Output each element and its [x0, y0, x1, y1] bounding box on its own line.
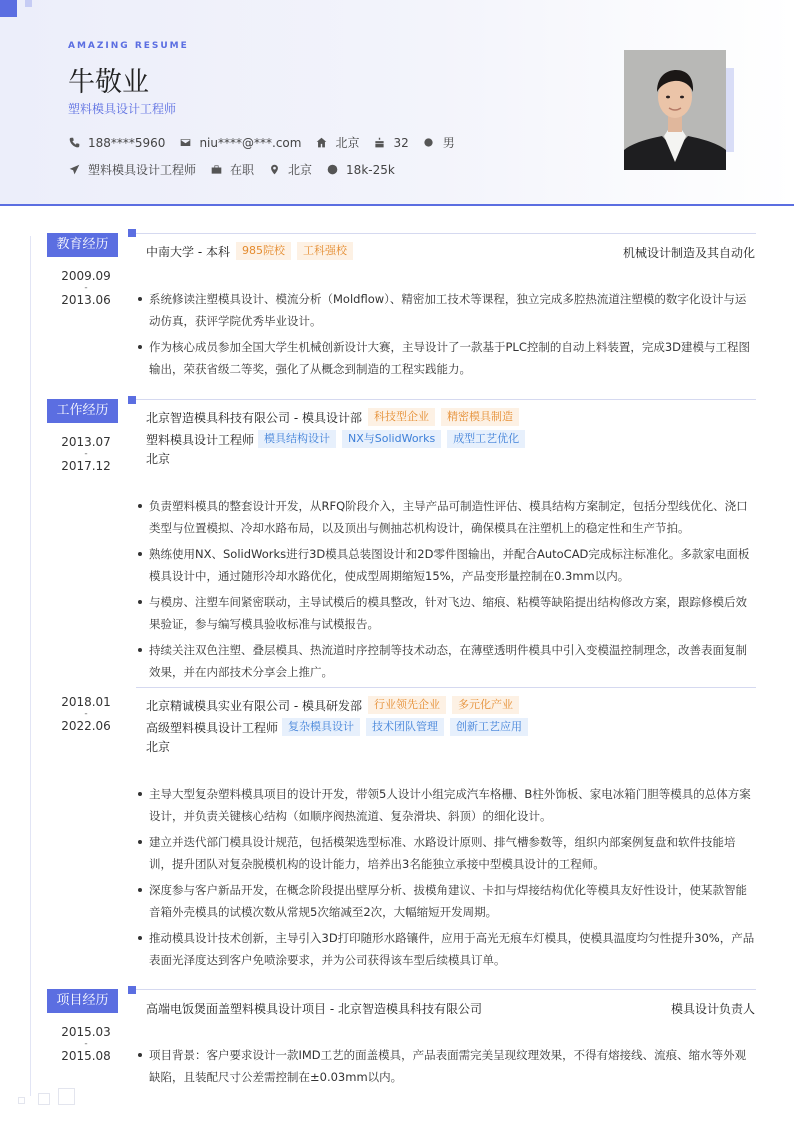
resume-header: [0, 0, 794, 206]
project-name: 高端电饭煲面盖塑料模具设计项目 - 北京智造模具科技有限公司: [146, 1002, 482, 1016]
job-dates: [54, 436, 118, 472]
email-item: [179, 136, 301, 150]
section-marker: [128, 986, 136, 994]
phone-text: 188****5960: [88, 135, 166, 150]
list-item: 与模房、注塑车间紧密联动，主导试模后的模具整改，针对飞边、缩痕、粘模等缺陷提出结构修改方案，跟踪修模后效果验证，参与编写模具验收标准与试模报告。: [138, 591, 756, 635]
list-item: 项目背景：客户要求设计一款IMD工艺的面盖模具，产品表面需完美呈现纹理效果，不得有熔接线、流痕、缩水等外观缺陷，且装配尺寸公差需控制在±0.03mm以内。: [138, 1044, 756, 1088]
phone-icon: [68, 137, 80, 149]
skill-tag: NX与SolidWorks: [342, 430, 441, 448]
phone-item: [68, 136, 165, 150]
job-start: 2018.01: [61, 695, 111, 709]
intent-text: 塑料模具设计工程师: [88, 163, 197, 177]
money-icon: [326, 164, 338, 176]
company-tag: 科技型企业: [368, 408, 435, 426]
gender-text: 男: [442, 136, 455, 150]
date-dash: -: [84, 709, 88, 719]
section-title-education: 教育经历: [47, 233, 118, 257]
education-dates: [54, 270, 118, 306]
age-text: 32: [393, 135, 409, 150]
timeline-line: [30, 236, 31, 1096]
profile-photo: [624, 50, 726, 170]
job-bullets: [138, 495, 756, 687]
status-text: 在职: [230, 163, 255, 177]
job-divider: [136, 687, 756, 688]
company-tag: 精密模具制造: [441, 408, 519, 426]
skill-tag: 技术团队管理: [366, 718, 444, 736]
location-item: [268, 161, 312, 178]
home-item: [315, 134, 359, 151]
company-name: 北京智造模具科技有限公司 - 模具设计部: [146, 410, 362, 425]
job-end: 2017.12: [61, 459, 111, 473]
date-dash: -: [84, 1039, 88, 1049]
skill-tag: 创新工艺应用: [450, 718, 528, 736]
decor-square-outline: [38, 1093, 50, 1105]
eyebrow-text: AMAZING RESUME: [68, 41, 189, 51]
send-icon: [68, 164, 80, 176]
job-position-row: [146, 430, 525, 448]
home-text: 北京: [335, 136, 360, 150]
project-end: 2015.08: [61, 1049, 111, 1063]
date-dash: -: [84, 449, 88, 459]
education-end: 2013.06: [61, 293, 111, 307]
decor-square: [0, 0, 17, 17]
list-item: 作为核心成员参加全国大学生机械创新设计大赛，主导设计了一款基于PLC控制的自动上料装置，完成3D建模与工程图输出，荣获省级二等奖，强化了从概念到制造的工程实践能力。: [138, 336, 756, 380]
list-item: 负责塑料模具的整套设计开发，从RFQ阶段介入，主导产品可制造性评估、模具结构方案制定，包括分型线优化、浇口类型与位置模拟、冷却水路布局，以及顶出与侧抽芯机构设计，确保模具在注塑机上的稳定性和生产节拍。: [138, 495, 756, 539]
date-dash: -: [84, 283, 88, 293]
school-tag: 985院校: [236, 242, 291, 260]
age-item: [373, 136, 408, 150]
status-item: [210, 161, 254, 178]
company-tag: 多元化产业: [452, 696, 519, 714]
education-major: 机械设计制造及其自动化: [622, 246, 755, 260]
briefcase-icon: [210, 164, 222, 176]
job-bullets: [138, 783, 756, 975]
school-name: 中南大学 - 本科: [146, 244, 230, 259]
list-item: 熟练使用NX、SolidWorks进行3D模具总装图设计和2D零件图输出，并配合AutoCAD完成标注标准化。多款家电面板模具设计中，通过随形冷却水路优化，使成型周期缩短15%，产品变形量控制在0.3mm以内。: [138, 543, 756, 587]
job-city: 北京: [146, 740, 171, 754]
job-title: 塑料模具设计工程师: [68, 102, 177, 116]
section-divider: [136, 399, 756, 400]
job-city: 北京: [146, 452, 171, 466]
company-tag: 行业领先企业: [368, 696, 446, 714]
project-bullets: [138, 1044, 756, 1092]
section-marker: [128, 396, 136, 404]
list-item: 系统修读注塑模具设计、模流分析（Moldflow）、精密加工技术等课程，独立完成多腔热流道注塑模的数字化设计与运动仿真，获评学院优秀毕业设计。: [138, 288, 756, 332]
section-title-work: 工作经历: [47, 399, 118, 423]
list-item: 推动模具设计技术创新，主导引入3D打印随形水路镶件，应用于高光无痕车灯模具，使模具温度均匀性提升30%，产品表面光泽度达到客户免喷涂要求，并为公司获得该车型后续模具订单。: [138, 927, 756, 971]
education-bullets: [138, 288, 756, 384]
job-intent-row: [68, 161, 409, 178]
education-start: 2009.09: [61, 269, 111, 283]
job-dates: [54, 696, 118, 732]
decor-square-outline: [18, 1097, 25, 1104]
mail-icon: [179, 137, 191, 149]
position-name: 高级塑料模具设计工程师: [146, 720, 279, 735]
contact-row: [68, 134, 469, 151]
intent-item: [68, 161, 196, 178]
location-icon: [268, 164, 280, 176]
location-text: 北京: [288, 163, 313, 177]
company-name: 北京精诚模具实业有限公司 - 模具研发部: [146, 698, 362, 713]
cake-icon: [373, 137, 385, 149]
salary-text: 18k-25k: [346, 162, 395, 177]
salary-item: [326, 163, 395, 177]
position-name: 塑料模具设计工程师: [146, 432, 255, 447]
gender-item: [423, 134, 455, 151]
school-tag: 工科强校: [297, 242, 353, 260]
decor-square-small: [25, 0, 32, 7]
section-divider: [136, 989, 756, 990]
email-text: niu****@***.com: [199, 135, 302, 150]
project-start: 2015.03: [61, 1025, 111, 1039]
job-end: 2022.06: [61, 719, 111, 733]
section-marker: [128, 229, 136, 237]
list-item: 深度参与客户新品开发，在概念阶段提出壁厚分析、拔模角建议、卡扣与焊接结构优化等模具友好性设计，使某款智能音箱外壳模具的试模次数从常规5次缩减至2次，大幅缩短开发周期。: [138, 879, 756, 923]
list-item: 持续关注双色注塑、叠层模具、热流道时序控制等技术动态，在薄壁透明件模具中引入变模温控制理念，改善表面复制效果，并在内部技术分享会上推广。: [138, 639, 756, 683]
job-position-row: [146, 718, 528, 736]
skill-tag: 模具结构设计: [258, 430, 336, 448]
list-item: 主导大型复杂塑料模具项目的设计开发，带领5人设计小组完成汽车格栅、B柱外饰板、家电冰箱门胆等模具的总体方案设计，并负责关键核心结构（如顺序阀热流道、复杂滑块、斜顶）的细化设计。: [138, 783, 756, 827]
person-name: 牛敬业: [68, 67, 149, 98]
skill-tag: 复杂模具设计: [282, 718, 360, 736]
skill-tag: 成型工艺优化: [447, 430, 525, 448]
section-title-project: 项目经历: [47, 989, 118, 1013]
decor-square-outline: [58, 1088, 75, 1105]
project-role: 模具设计负责人: [670, 1002, 755, 1016]
avatar-illustration: [624, 50, 726, 170]
home-icon: [315, 137, 327, 149]
job-company-row: [146, 696, 519, 714]
project-dates: [54, 1026, 118, 1062]
job-start: 2013.07: [61, 435, 111, 449]
list-item: 建立并迭代部门模具设计规范，包括模架选型标准、水路设计原则、排气槽参数等，组织内部案例复盘和软件技能培训，提升团队对复杂脱模机构的设计能力，培养出3名能独立承接中型模具设计的工程师。: [138, 831, 756, 875]
education-school-row: [146, 242, 353, 260]
job-company-row: [146, 408, 519, 426]
gender-icon: [423, 137, 435, 149]
section-divider: [136, 233, 756, 234]
